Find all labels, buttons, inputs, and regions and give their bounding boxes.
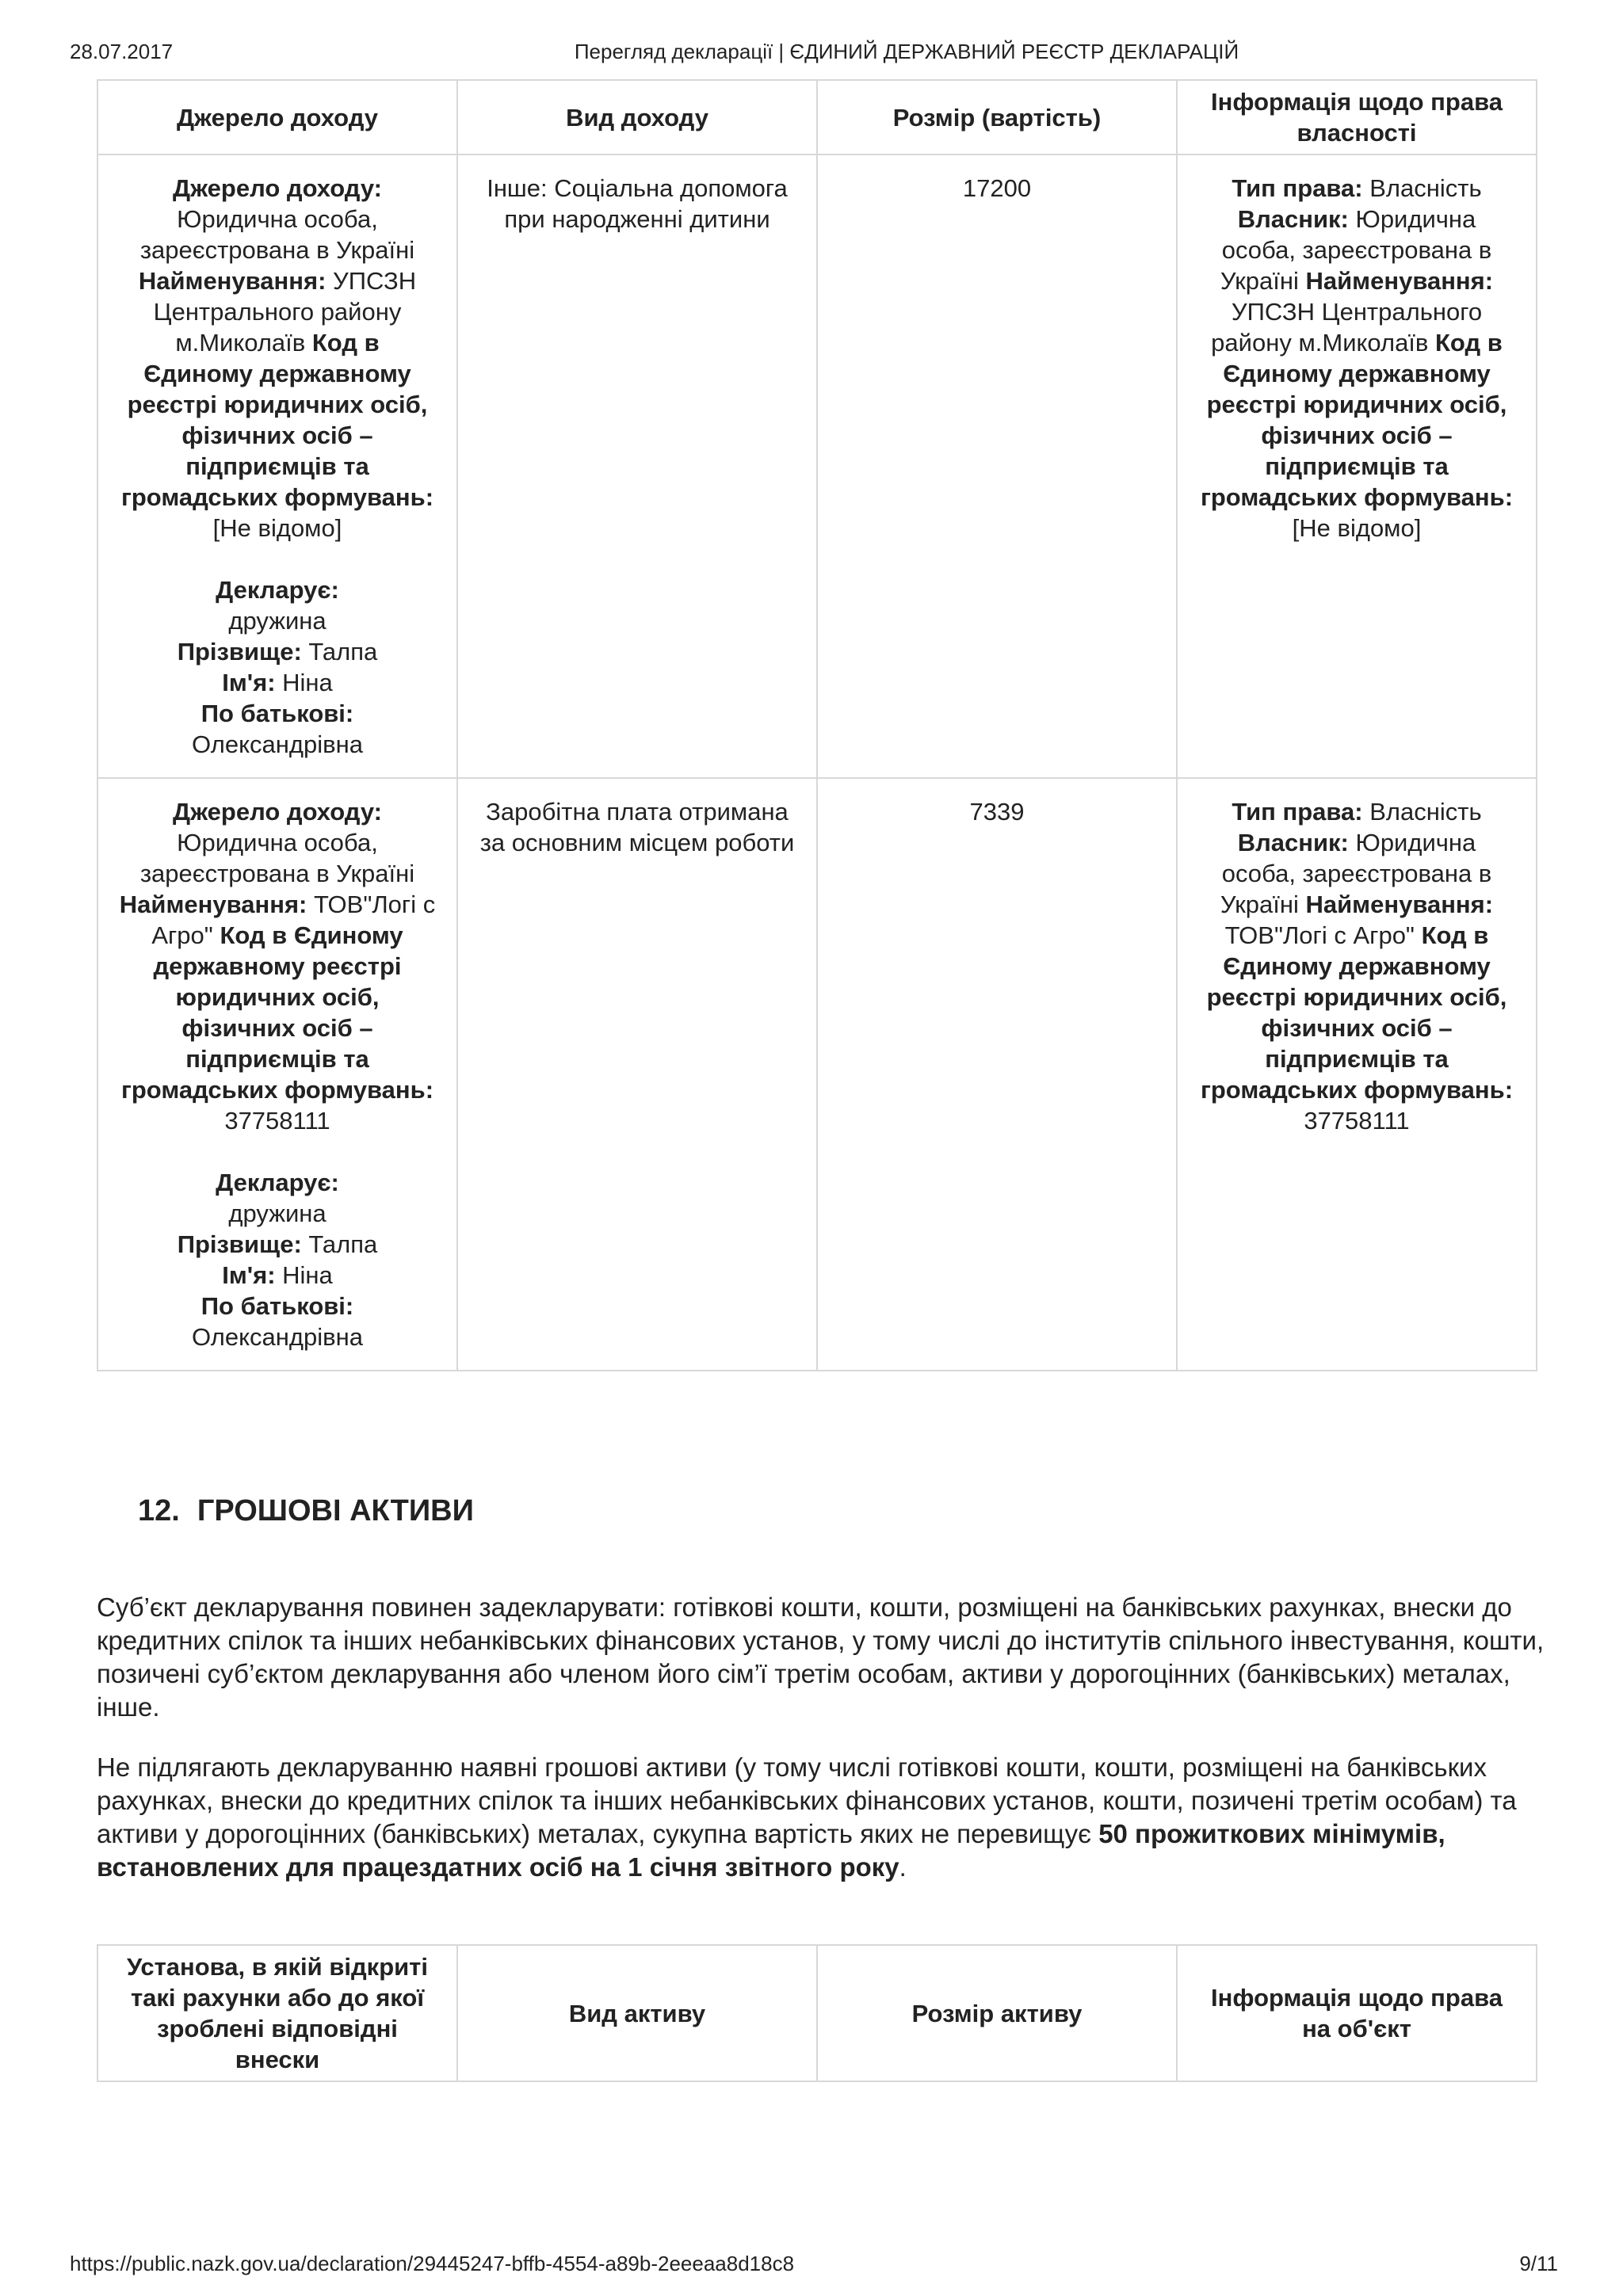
- income-type-cell: Заробітна плата отримана за основним місцем роботи: [457, 778, 817, 1371]
- table-header-row: [97, 80, 1537, 154]
- ownership-info-cell: [1177, 778, 1537, 1371]
- source-label: Джерело доходу:: [173, 798, 382, 826]
- column-header-asset-amount: Розмір активу: [817, 1945, 1177, 2081]
- declarant-label: Декларує:: [216, 1169, 339, 1196]
- exemption-end: .: [899, 1852, 907, 1882]
- income-table: [97, 79, 1537, 1371]
- source-type: Юридична особа, зареєстрована в Україні: [139, 829, 415, 887]
- owner-name-label: Найменування:: [1305, 891, 1494, 918]
- surname-label: Прізвище:: [177, 638, 302, 666]
- section-number: 12.: [138, 1494, 180, 1527]
- declarant-label: Декларує:: [216, 576, 339, 604]
- owner-value: Юридична особа, зареєстрована в Україні: [1220, 205, 1492, 295]
- income-source-cell: [97, 778, 457, 1371]
- right-type-label: Тип права:: [1232, 174, 1363, 202]
- exemption-threshold: 50 прожиткових мінімумів, встановлених для працездатних осіб на 1 січня звітного року: [97, 1819, 1445, 1882]
- owner-name-value: ТОВ"Логі с Агро": [1224, 921, 1415, 949]
- firstname-value: Ніна: [282, 669, 333, 696]
- owner-name-label: Найменування:: [1305, 267, 1494, 295]
- section-exemption-note: [97, 1751, 1555, 1884]
- monetary-assets-table: [97, 1944, 1537, 2082]
- column-header-institution: Установа, в якій відкриті такі рахунки або до якої зроблені відповідні внески: [97, 1945, 457, 2081]
- section-description: Суб’єкт декларування повинен задекларувати: готівкові кошти, кошти, розміщені на банківських рахунках, внески до кредитних спілок та інших небанківських фінансових установ, у тому числі до інститутів спільного інвестування, кошти, позичені суб’єктом декларування або членом його сім’ї третім особам, активи у дорогоцінних (банківських) металах, інше.: [97, 1592, 1545, 1722]
- surname-label: Прізвище:: [177, 1230, 302, 1258]
- column-header-ownership-info: Інформація щодо права власності: [1177, 80, 1537, 154]
- surname-value: Талпа: [308, 638, 378, 666]
- right-type-label: Тип права:: [1232, 798, 1363, 826]
- code-value: 37758111: [224, 1107, 330, 1135]
- source-label: Джерело доходу:: [173, 174, 382, 202]
- column-header-asset-type: Вид активу: [457, 1945, 817, 2081]
- section-heading: [138, 1494, 474, 1528]
- source-type: Юридична особа, зареєстрована в Україні: [139, 205, 415, 264]
- code-label: Код в Єдиному державному реєстрі юридичних осіб, фізичних осіб – підприємців та громадських формувань:: [120, 329, 434, 511]
- column-header-object-rights: Інформація щодо права на об'єкт: [1177, 1945, 1537, 2081]
- owner-label: Власник:: [1237, 829, 1349, 856]
- patronymic-value: Олександрівна: [192, 1323, 363, 1351]
- code-value: [Не відомо]: [212, 514, 342, 542]
- table-row: [97, 778, 1537, 1371]
- owner-value: Юридична особа, зареєстрована в Україні: [1220, 829, 1492, 918]
- column-header-income-type: Вид доходу: [457, 80, 817, 154]
- surname-value: Талпа: [308, 1230, 378, 1258]
- owner-name-value: УПСЗН Центрального району м.Миколаїв: [1211, 298, 1483, 357]
- owner-label: Власник:: [1237, 205, 1349, 233]
- page-number: 9/11: [1519, 2252, 1558, 2275]
- name-value: УПСЗН Центрального району м.Миколаїв: [153, 267, 417, 357]
- page-title: Перегляд декларації | ЄДИНИЙ ДЕРЖАВНИЙ РЕЄСТР ДЕКЛАРАЦІЙ: [574, 40, 1239, 63]
- name-label: Найменування:: [138, 267, 327, 295]
- column-header-amount: Розмір (вартість): [817, 80, 1177, 154]
- right-type-value: Власність: [1369, 174, 1482, 202]
- declarant-value: дружина: [228, 607, 327, 635]
- patronymic-label: По батькові:: [200, 1292, 354, 1320]
- code-label: Код в Єдиному державному реєстрі юридичних осіб, фізичних осіб – підприємців та громадських формувань:: [120, 921, 434, 1104]
- amount-cell: 7339: [817, 778, 1177, 1371]
- amount-cell: 17200: [817, 154, 1177, 778]
- owner-code-value: 37758111: [1304, 1107, 1410, 1135]
- owner-code-label: Код в Єдиному державному реєстрі юридичних осіб, фізичних осіб – підприємців та громадських формувань:: [1200, 921, 1514, 1104]
- section-title: ГРОШОВІ АКТИВИ: [197, 1494, 474, 1527]
- declarant-value: дружина: [228, 1199, 327, 1227]
- firstname-value: Ніна: [282, 1261, 333, 1289]
- column-header-source: Джерело доходу: [97, 80, 457, 154]
- patronymic-value: Олександрівна: [192, 730, 363, 758]
- right-type-value: Власність: [1369, 798, 1482, 826]
- page-url: https://public.nazk.gov.ua/declaration/29445247-bffb-4554-a89b-2eeeaa8d18c8: [70, 2252, 795, 2275]
- name-label: Найменування:: [119, 891, 307, 918]
- income-source-cell: [97, 154, 457, 778]
- firstname-label: Ім'я:: [222, 1261, 276, 1289]
- exemption-text: Не підлягають декларуванню наявні грошові активи (у тому числі готівкові кошти, кошти, розміщені на банківських рахунках, внески до кредитних спілок та інших небанківських фінансових установ, кошти, позичені третім особам) та активи у дорогоцінних (банківських) металах, сукупна вартість яких не перевищує: [97, 1753, 1517, 1848]
- table-row: [97, 154, 1537, 778]
- name-value: ТОВ"Логі с Агро": [151, 891, 436, 949]
- owner-code-value: [Не відомо]: [1292, 514, 1422, 542]
- patronymic-label: По батькові:: [200, 700, 354, 727]
- print-date: 28.07.2017: [70, 40, 174, 63]
- ownership-info-cell: [1177, 154, 1537, 778]
- table-header-row: [97, 1945, 1537, 2081]
- firstname-label: Ім'я:: [222, 669, 276, 696]
- income-type-cell: Інше: Соціальна допомога при народженні дитини: [457, 154, 817, 778]
- owner-code-label: Код в Єдиному державному реєстрі юридичних осіб, фізичних осіб – підприємців та громадських формувань:: [1200, 329, 1514, 511]
